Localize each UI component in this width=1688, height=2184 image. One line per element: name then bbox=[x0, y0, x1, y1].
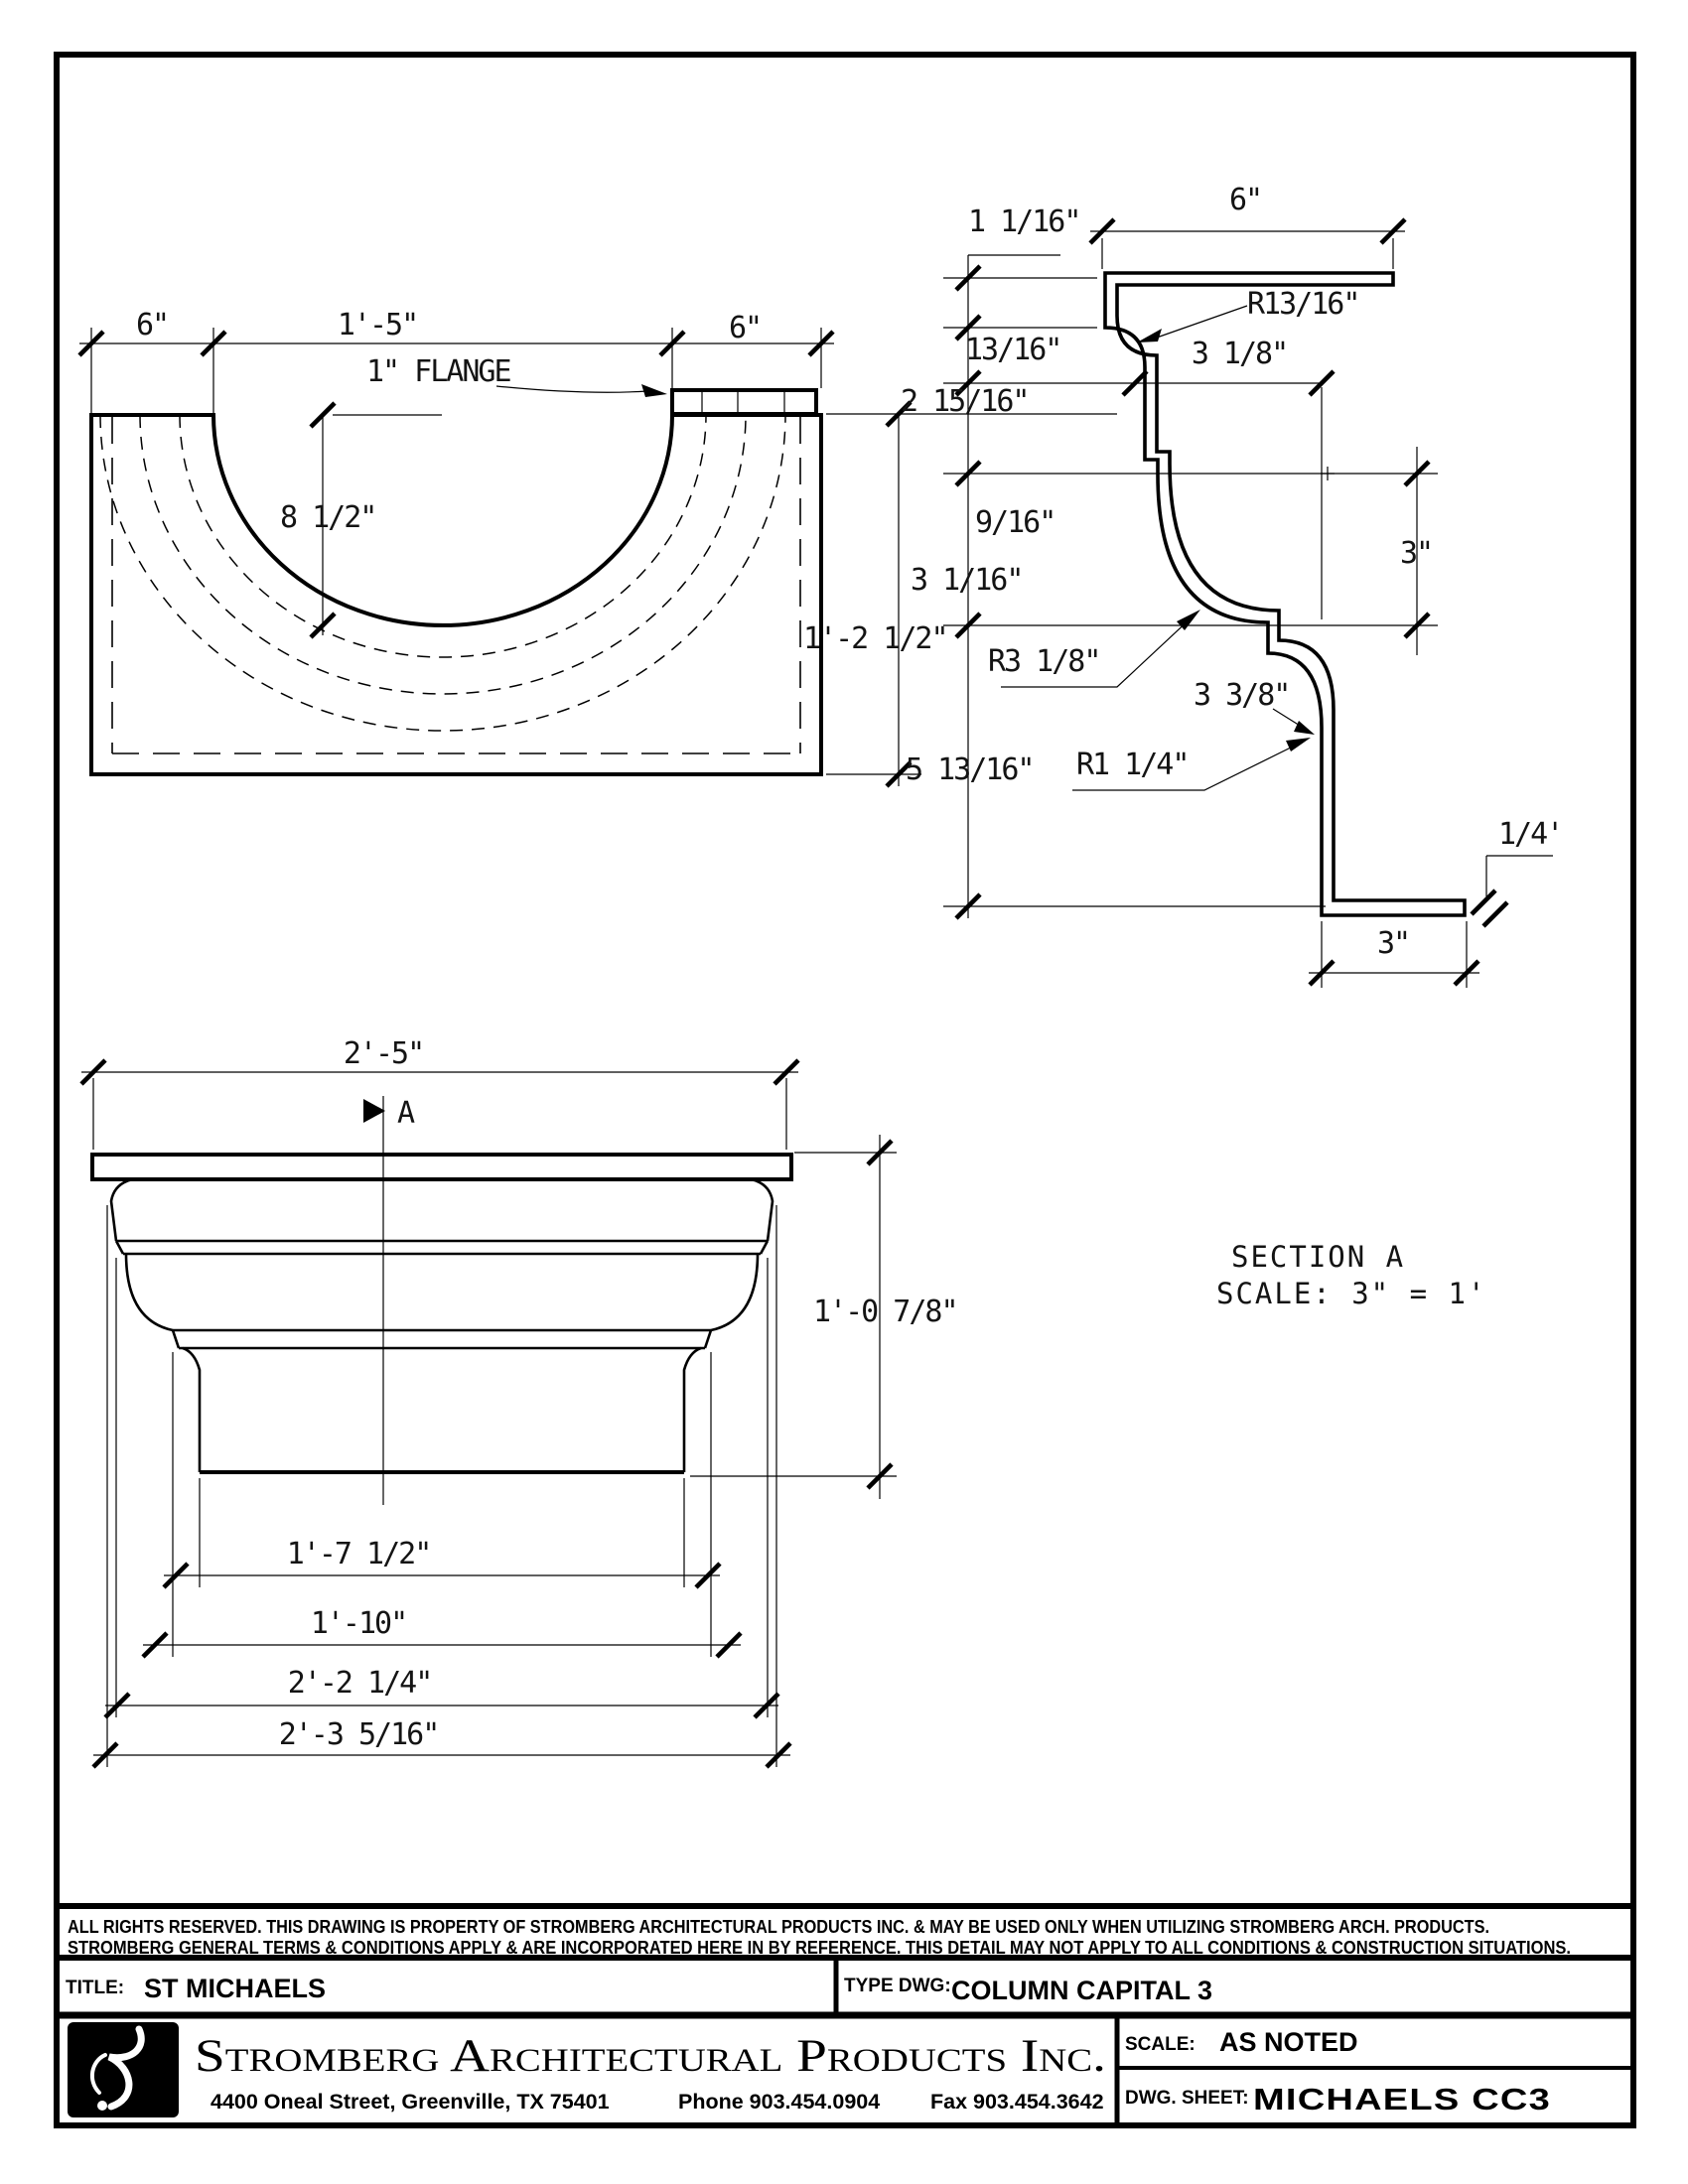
hidden-arc-3 bbox=[100, 415, 785, 731]
arrowhead bbox=[1286, 738, 1311, 751]
section-radius-mid: R3 1/8" bbox=[988, 644, 1100, 679]
section-title: SECTION A bbox=[1231, 1240, 1406, 1274]
scale-value: AS NOTED bbox=[1219, 2027, 1358, 2057]
type-dwg-value: COLUMN CAPITAL 3 bbox=[951, 1976, 1212, 2005]
hidden-arc-1 bbox=[180, 415, 706, 657]
elev-extension-drops bbox=[107, 1205, 776, 1767]
elev-dim-w4: 2'-3 5/16" bbox=[278, 1717, 439, 1752]
section-dim-bottom: 3" bbox=[1376, 926, 1410, 961]
elev-edge bbox=[705, 1330, 711, 1348]
section-dim-e: 3 3/8" bbox=[1194, 678, 1290, 713]
section-dim-thickness: 1/4' bbox=[1498, 817, 1563, 852]
elev-bottom-ticks bbox=[93, 1564, 790, 1767]
leader-line bbox=[1157, 306, 1247, 338]
dwg-sheet-value: MICHAELS CC3 bbox=[1253, 2082, 1551, 2116]
flange-leader bbox=[496, 386, 647, 392]
elev-dim-height: 1'-0 7/8" bbox=[813, 1295, 957, 1329]
type-dwg-label: TYPE DWG: bbox=[844, 1976, 951, 1996]
elev-edge bbox=[116, 1241, 123, 1254]
section-radius-top: R13/16" bbox=[1247, 287, 1359, 322]
section-marker-arrow-icon bbox=[363, 1099, 385, 1123]
section-marker-letter: A bbox=[397, 1096, 414, 1131]
elev-dim-width: 2'-5" bbox=[343, 1036, 424, 1071]
dwg-sheet-label: DWG. SHEET: bbox=[1125, 2088, 1249, 2109]
legal-text-line1: ALL RIGHTS RESERVED. THIS DRAWING IS PROPERTY OF STROMBERG ARCHITECTURAL PRODUCTS INC. & MAY BE USED ONLY WHEN UTILIZING STROMBERG ARCH. PRODUCTS. bbox=[68, 1917, 1489, 1937]
elevation-abacus bbox=[92, 1155, 791, 1179]
title-label: TITLE: bbox=[66, 1978, 125, 1998]
elev-edge bbox=[173, 1330, 179, 1348]
legal-text-line2: STROMBERG GENERAL TERMS & CONDITIONS APPLY & ARE INCORPORATED HERE IN BY REFERENCE. THIS DETAIL MAY NOT APPLY TO ALL CONDITIONS & CONSTRUCTION SITUATIONS. bbox=[68, 1938, 1571, 1958]
plan-dim-opening: 1'-5" bbox=[337, 308, 418, 342]
elev-dim-w1: 1'-7 1/2" bbox=[286, 1537, 431, 1571]
section-dim-top-offset: 1 1/16" bbox=[968, 205, 1080, 239]
company-logo-icon bbox=[68, 2022, 179, 2117]
section-dim-side: 3" bbox=[1399, 536, 1433, 571]
arrowhead bbox=[1137, 329, 1162, 342]
plan-dim-depth: 8 1/2" bbox=[280, 500, 376, 535]
tick bbox=[1483, 902, 1507, 926]
plan-dim-left: 6" bbox=[135, 308, 169, 342]
plan-view bbox=[79, 308, 1117, 786]
sheet-border bbox=[57, 55, 1633, 2125]
elev-corner-left bbox=[111, 1179, 133, 1241]
section-scale-note: SCALE: 3" = 1' bbox=[1216, 1277, 1487, 1310]
company-name: Stromberg Architectural Products Inc. bbox=[195, 2030, 1106, 2082]
elev-neck-right bbox=[684, 1348, 701, 1472]
hidden-arc-2 bbox=[140, 415, 746, 694]
section-radius-low: R1 1/4" bbox=[1076, 748, 1189, 782]
elev-corner-right bbox=[751, 1179, 773, 1241]
section-dim-a: 13/16" bbox=[965, 333, 1061, 367]
plan-body-outline bbox=[91, 415, 821, 774]
plan-dim-height: 1'-2 1/2" bbox=[803, 621, 947, 656]
company-phone: Phone 903.454.0904 bbox=[678, 2090, 881, 2114]
plan-flange bbox=[672, 390, 816, 414]
section-dim-upper: 3 1/8" bbox=[1191, 337, 1288, 371]
flange-note: 1" FLANGE bbox=[366, 354, 510, 389]
company-fax: Fax 903.454.3642 bbox=[930, 2090, 1104, 2114]
tick bbox=[1472, 890, 1495, 914]
section-dim-c: 9/16" bbox=[975, 505, 1055, 540]
company-address: 4400 Oneal Street, Greenville, TX 75401 bbox=[211, 2090, 610, 2114]
elev-bell-right bbox=[711, 1254, 758, 1330]
elev-neck-left bbox=[183, 1348, 200, 1472]
elev-edge bbox=[761, 1241, 768, 1254]
arrowhead bbox=[1294, 721, 1315, 735]
elev-bell-left bbox=[126, 1254, 173, 1330]
elevation-view bbox=[81, 1036, 957, 1767]
elev-dim-w3: 2'-2 1/4" bbox=[287, 1666, 432, 1701]
plan-dim-right: 6" bbox=[728, 311, 762, 345]
section-dim-f: 5 13/16" bbox=[906, 752, 1034, 787]
title-value: ST MICHAELS bbox=[144, 1974, 327, 2003]
elev-dim-w2: 1'-10" bbox=[310, 1606, 407, 1641]
scale-label: SCALE: bbox=[1125, 2034, 1196, 2055]
title-block bbox=[57, 1906, 1633, 2125]
section-dim-d: 3 1/16" bbox=[911, 563, 1023, 598]
section-dim-top-width: 6" bbox=[1228, 183, 1262, 217]
section-dim-b: 2 15/16" bbox=[901, 384, 1029, 419]
flange-arrowhead bbox=[641, 384, 667, 397]
section-view bbox=[901, 183, 1562, 988]
section-title-block bbox=[1216, 1240, 1486, 1310]
